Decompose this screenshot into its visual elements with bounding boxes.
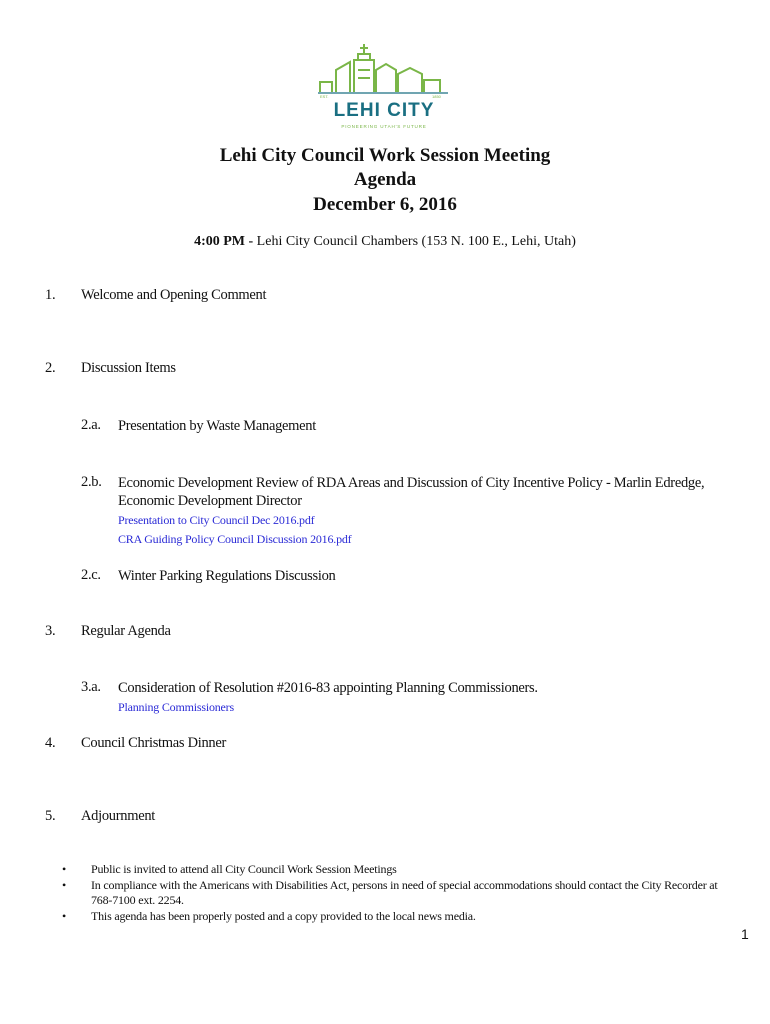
meeting-location: Lehi City Council Chambers (153 N. 100 E., Lehi, Utah) — [256, 234, 576, 249]
bullet-icon: • — [62, 862, 67, 876]
lehi-city-logo — [318, 40, 450, 135]
cra-policy-pdf-link[interactable]: CRA Guiding Policy Council Discussion 2016.pdf — [118, 532, 352, 546]
note-text: In compliance with the Americans with Disabilities Act, persons in need of special accommodations should contact the City Recorder at 768-7100 ext. 2254. — [91, 877, 718, 907]
item-number: 2. — [45, 360, 56, 376]
meeting-title: Lehi City Council Work Session Meeting — [219, 145, 551, 166]
skyline-icon — [318, 40, 450, 135]
subitem-text: Winter Parking Regulations Discussion — [118, 568, 336, 584]
item-text: Regular Agenda — [81, 623, 171, 639]
meeting-time: 4:00 PM - — [194, 234, 254, 249]
meeting-date: December 6, 2016 — [313, 194, 457, 215]
note-item — [62, 878, 722, 909]
subitem-text: Consideration of Resolution #2016-83 appointing Planning Commissioners. — [118, 680, 538, 696]
note-item — [62, 909, 722, 925]
item-number: 3. — [45, 623, 56, 639]
bullet-icon: • — [62, 877, 67, 892]
note-text: Public is invited to attend all City Council Work Session Meetings — [91, 862, 397, 876]
subitem-number: 2.b. — [81, 474, 102, 490]
item-text: Welcome and Opening Comment — [81, 287, 267, 303]
subitem-number: 3.a. — [81, 679, 101, 695]
time-location-line — [0, 234, 770, 250]
page-number: 1 — [741, 926, 749, 942]
logo-year-text: 1850 — [432, 94, 441, 99]
note-text: This agenda has been properly posted and a copy provided to the local news media. — [91, 908, 476, 923]
agenda-heading: Agenda — [353, 169, 417, 190]
item-number: 1. — [45, 287, 56, 303]
logo-est-text: EST. — [320, 94, 329, 99]
subitem-text: Presentation by Waste Management — [118, 418, 316, 434]
subitem-number: 2.a. — [81, 417, 101, 433]
planning-commissioners-link[interactable]: Planning Commissioners — [118, 700, 234, 714]
presentation-pdf-link[interactable]: Presentation to City Council Dec 2016.pdf — [118, 513, 315, 527]
subitem-text: Economic Development Review of RDA Areas and Discussion of City Incentive Policy - Marlin Edredge, Economic Development Director — [118, 475, 705, 509]
note-item — [62, 862, 722, 878]
item-text: Council Christmas Dinner — [81, 735, 227, 751]
item-number: 4. — [45, 735, 56, 751]
footer-notes — [62, 862, 722, 924]
logo-tagline-text: PIONEERING UTAH'S FUTURE — [341, 124, 427, 129]
item-number: 5. — [45, 808, 56, 824]
item-text: Adjournment — [81, 808, 156, 824]
subitem-number: 2.c. — [81, 567, 101, 583]
logo-name-text: LEHI CITY — [333, 100, 435, 121]
item-text: Discussion Items — [81, 360, 176, 376]
bullet-icon: • — [62, 908, 67, 923]
